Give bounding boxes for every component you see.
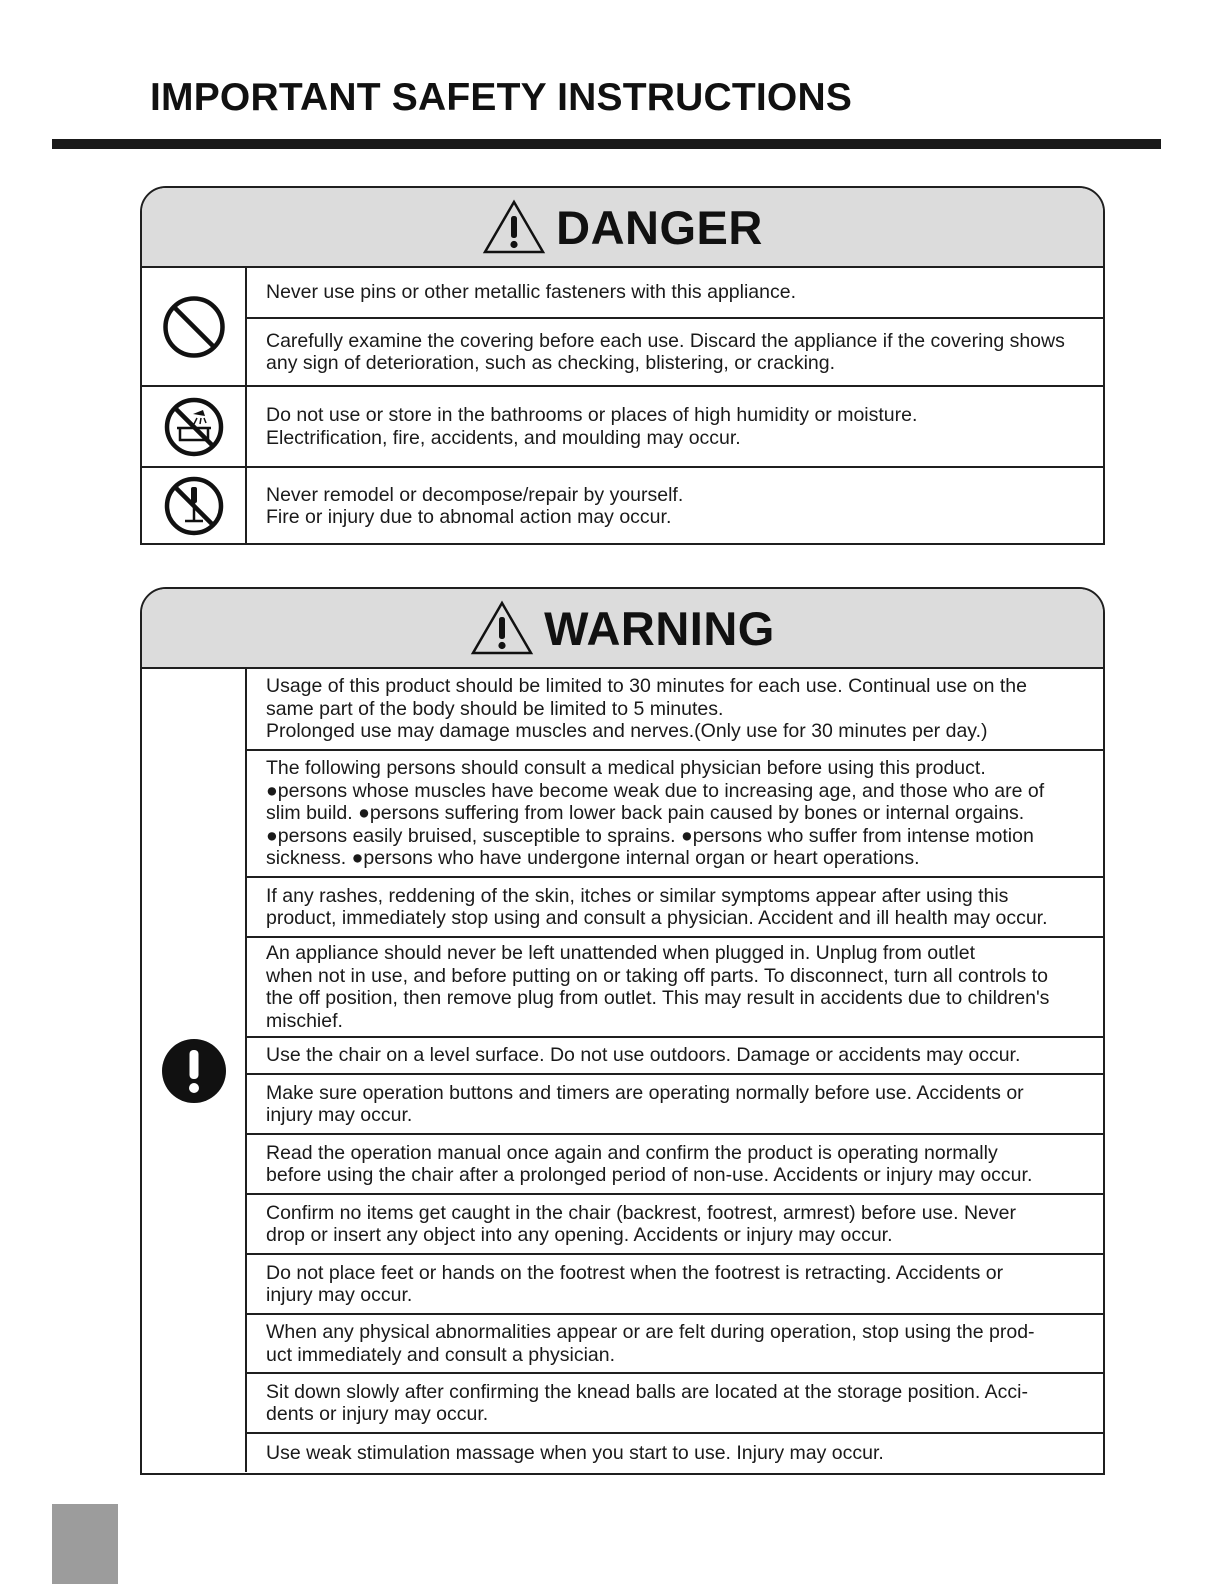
warning-heading: WARNING [544, 601, 775, 655]
danger-group-3 [142, 468, 1103, 544]
warning-panel [140, 587, 1105, 1475]
warning-item: Do not place feet or hands on the footrest when the footrest is retracting. Accidents or injury may occur. [247, 1255, 1103, 1315]
page-number-tab [52, 1504, 118, 1584]
danger-item: Never use pins or other metallic fasteners with this appliance. [247, 268, 1103, 319]
danger-group-2 [142, 387, 1103, 468]
warning-item: Usage of this product should be limited to 30 minutes for each use. Continual use on the same part of the body should be limited to 5 minutes. Prolonged use may damage muscles and nerves.(Only use for 30 minutes per day.) [247, 669, 1103, 751]
danger-header [142, 188, 1103, 268]
no-bathroom-icon [163, 396, 225, 458]
warning-item: If any rashes, reddening of the skin, itches or similar symptoms appear after using this product, immediately stop using and consult a physician. Accident and ill health may occur. [247, 878, 1103, 938]
warning-header [142, 589, 1103, 669]
danger-group-1 [142, 268, 1103, 387]
warning-item: When any physical abnormalities appear or are felt during operation, stop using the prod- uct immediately and consult a physician. [247, 1315, 1103, 1374]
prohibited-icon [161, 294, 227, 360]
warning-item: Read the operation manual once again and confirm the product is operating normally before using the chair after a prolonged period of non-use. Accidents or injury may occur. [247, 1135, 1103, 1195]
danger-panel [140, 186, 1105, 545]
warning-triangle-icon [470, 600, 534, 656]
warning-item: Confirm no items get caught in the chair (backrest, footrest, armrest) before use. Never drop or insert any object into any opening. Accidents or injury may occur. [247, 1195, 1103, 1255]
warning-item: Use weak stimulation massage when you start to use. Injury may occur. [266, 1441, 884, 1464]
warning-triangle-icon [482, 199, 546, 255]
warning-item: The following persons should consult a medical physician before using this product. ●persons whose muscles have become weak due to increasing age, and those who are of slim build. ●persons suffering from lower back pain caused by bones or internal orgains. ●persons easily bruised, susceptible to sprains. ●persons who suffer from intense motion sickness. ●persons who have undergone internal organ or heart operations. [247, 751, 1103, 878]
danger-item: Carefully examine the covering before each use. Discard the appliance if the covering shows any sign of deterioration, such as checking, blistering, or cracking. [266, 329, 1065, 374]
warning-item: Sit down slowly after confirming the knead balls are located at the storage position. Acci- dents or injury may occur. [247, 1374, 1103, 1434]
danger-item: Never remodel or decompose/repair by yourself. Fire or injury due to abnomal action may occur. [266, 483, 684, 528]
warning-group [142, 669, 1103, 1472]
no-disassembly-icon [163, 475, 225, 537]
danger-item: Do not use or store in the bathrooms or places of high humidity or moisture. Electrification, fire, accidents, and moulding may occur. [266, 404, 918, 449]
warning-item: Use the chair on a level surface. Do not use outdoors. Damage or accidents may occur. [247, 1038, 1103, 1075]
page-title: IMPORTANT SAFETY INSTRUCTIONS [150, 76, 853, 119]
mandatory-exclamation-icon [161, 1038, 227, 1104]
warning-item: An appliance should never be left unattended when plugged in. Unplug from outlet when not in use, and before putting on or taking off parts. To disconnect, turn all controls to the off position, then remove plug from outlet. This may result in accidents due to children's mischief. [247, 938, 1103, 1038]
danger-heading: DANGER [556, 200, 763, 254]
title-rule [52, 139, 1161, 149]
warning-item: Make sure operation buttons and timers are operating normally before use. Accidents or injury may occur. [247, 1075, 1103, 1135]
